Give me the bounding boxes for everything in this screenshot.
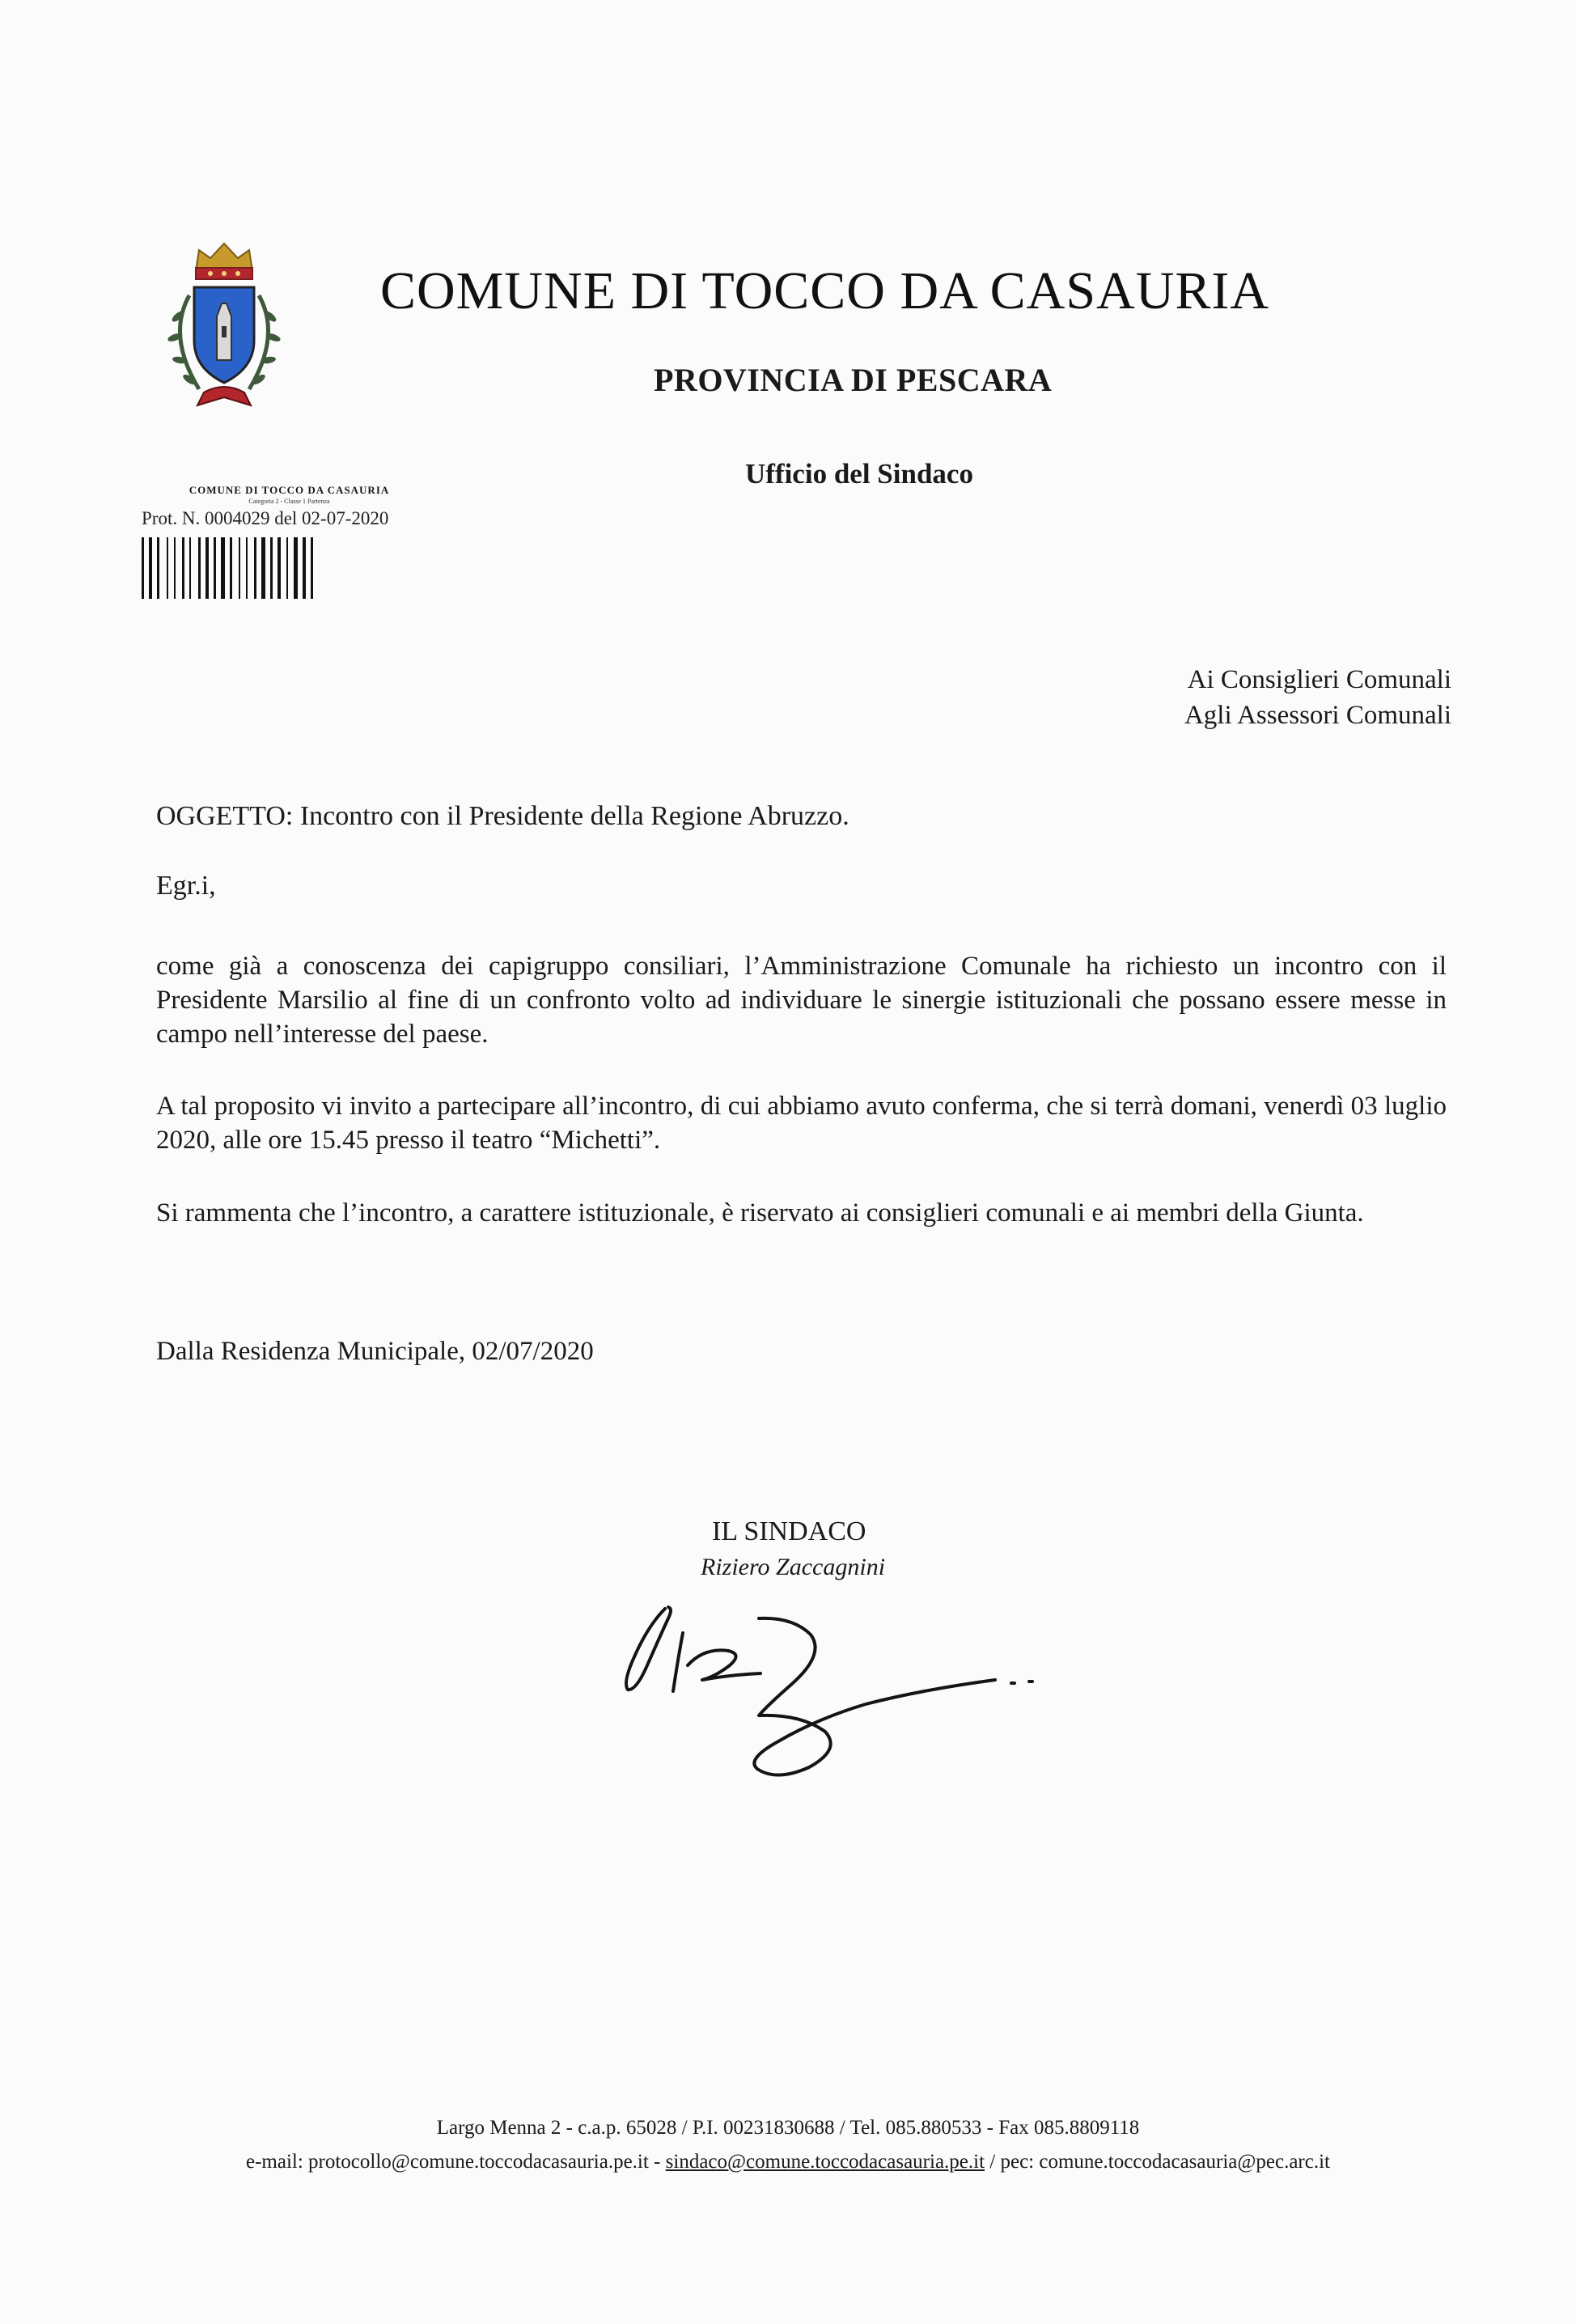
footer-email: e-mail: protocollo@comune.toccodacasauria.pe.it - bbox=[245, 2151, 666, 2173]
barcode-bar bbox=[270, 537, 273, 599]
stamp-entity: COMUNE DI TOCCO DA CASAURIA bbox=[189, 484, 390, 496]
barcode-bar bbox=[167, 537, 168, 599]
barcode-bar bbox=[294, 537, 298, 599]
protocol-stamp bbox=[142, 484, 437, 599]
signatory-name: Riziero Zaccagnini bbox=[701, 1554, 886, 1580]
footer-email-link[interactable]: sindaco@comune.toccodacasauria.pe.it bbox=[665, 2151, 985, 2173]
barcode-icon bbox=[142, 537, 425, 599]
signatory-title: IL SINDACO bbox=[712, 1516, 866, 1546]
barcode-bar bbox=[277, 537, 281, 599]
stamp-category: Categoria 2 - Classe 1 Partenza bbox=[248, 498, 330, 505]
office-name: Ufficio del Sindaco bbox=[745, 458, 973, 490]
recipient-line: Agli Assessori Comunali bbox=[1184, 701, 1451, 730]
subject-line: OGGETTO: Incontro con il Presidente della Regione Abruzzo. bbox=[156, 801, 849, 831]
barcode-bar bbox=[174, 537, 176, 599]
barcode-bar bbox=[286, 537, 288, 599]
footer-contacts bbox=[0, 2151, 1576, 2173]
barcode-bar bbox=[261, 537, 265, 599]
barcode-bar bbox=[205, 537, 209, 599]
barcode-bar bbox=[230, 537, 232, 599]
body-paragraph: Si rammenta che l’incontro, a carattere istituzionale, è riservato ai consiglieri comunali e ai membri della Giunta. bbox=[156, 1198, 1364, 1228]
barcode-bar bbox=[254, 537, 256, 599]
barcode-bar bbox=[221, 537, 225, 599]
barcode-bar bbox=[246, 537, 248, 599]
body-paragraph: A tal proposito vi invito a partecipare all’incontro, di cui abbiamo avuto conferma, che si terrà domani, venerdì 03 luglio 2020, alle ore 15.45 presso il teatro “Michetti”. bbox=[156, 1092, 1447, 1155]
barcode-bar bbox=[239, 537, 240, 599]
footer-pec: / pec: comune.toccodacasauria@pec.arc.it bbox=[985, 2151, 1330, 2173]
place-and-date: Dalla Residenza Municipale, 02/07/2020 bbox=[156, 1337, 594, 1366]
barcode-bar bbox=[142, 537, 144, 599]
footer-address: Largo Menna 2 - c.a.p. 65028 / P.I. 00231830688 / Tel. 085.880533 - Fax 085.8809118 bbox=[436, 2117, 1140, 2139]
barcode-bar bbox=[157, 537, 159, 599]
stamp-protocol-number: Prot. N. 0004029 del 02-07-2020 bbox=[142, 508, 389, 528]
barcode-bar bbox=[214, 537, 216, 599]
recipient-line: Ai Consiglieri Comunali bbox=[1187, 665, 1451, 694]
barcode-bar bbox=[182, 537, 184, 599]
barcode-bar bbox=[189, 537, 191, 599]
barcode-bar bbox=[198, 537, 201, 599]
handwritten-signature-icon bbox=[599, 1570, 1100, 1788]
municipality-title: COMUNE DI TOCCO DA CASAURIA bbox=[380, 261, 1270, 320]
barcode-bar bbox=[311, 537, 313, 599]
recipients-block bbox=[1184, 662, 1451, 733]
barcode-bar bbox=[149, 537, 152, 599]
coat-of-arms-icon bbox=[154, 239, 295, 417]
greeting: Egr.i, bbox=[156, 871, 216, 901]
province-name: PROVINCIA DI PESCARA bbox=[654, 362, 1053, 398]
body-paragraph: come già a conoscenza dei capigruppo consiliari, l’Amministrazione Comunale ha richiesto un incontro con il Presidente Marsilio al fine di un confronto volto ad individuare le sinergie istituzionali che possano essere messe in campo nell’interesse del paese. bbox=[156, 952, 1447, 1049]
barcode-bar bbox=[303, 537, 306, 599]
